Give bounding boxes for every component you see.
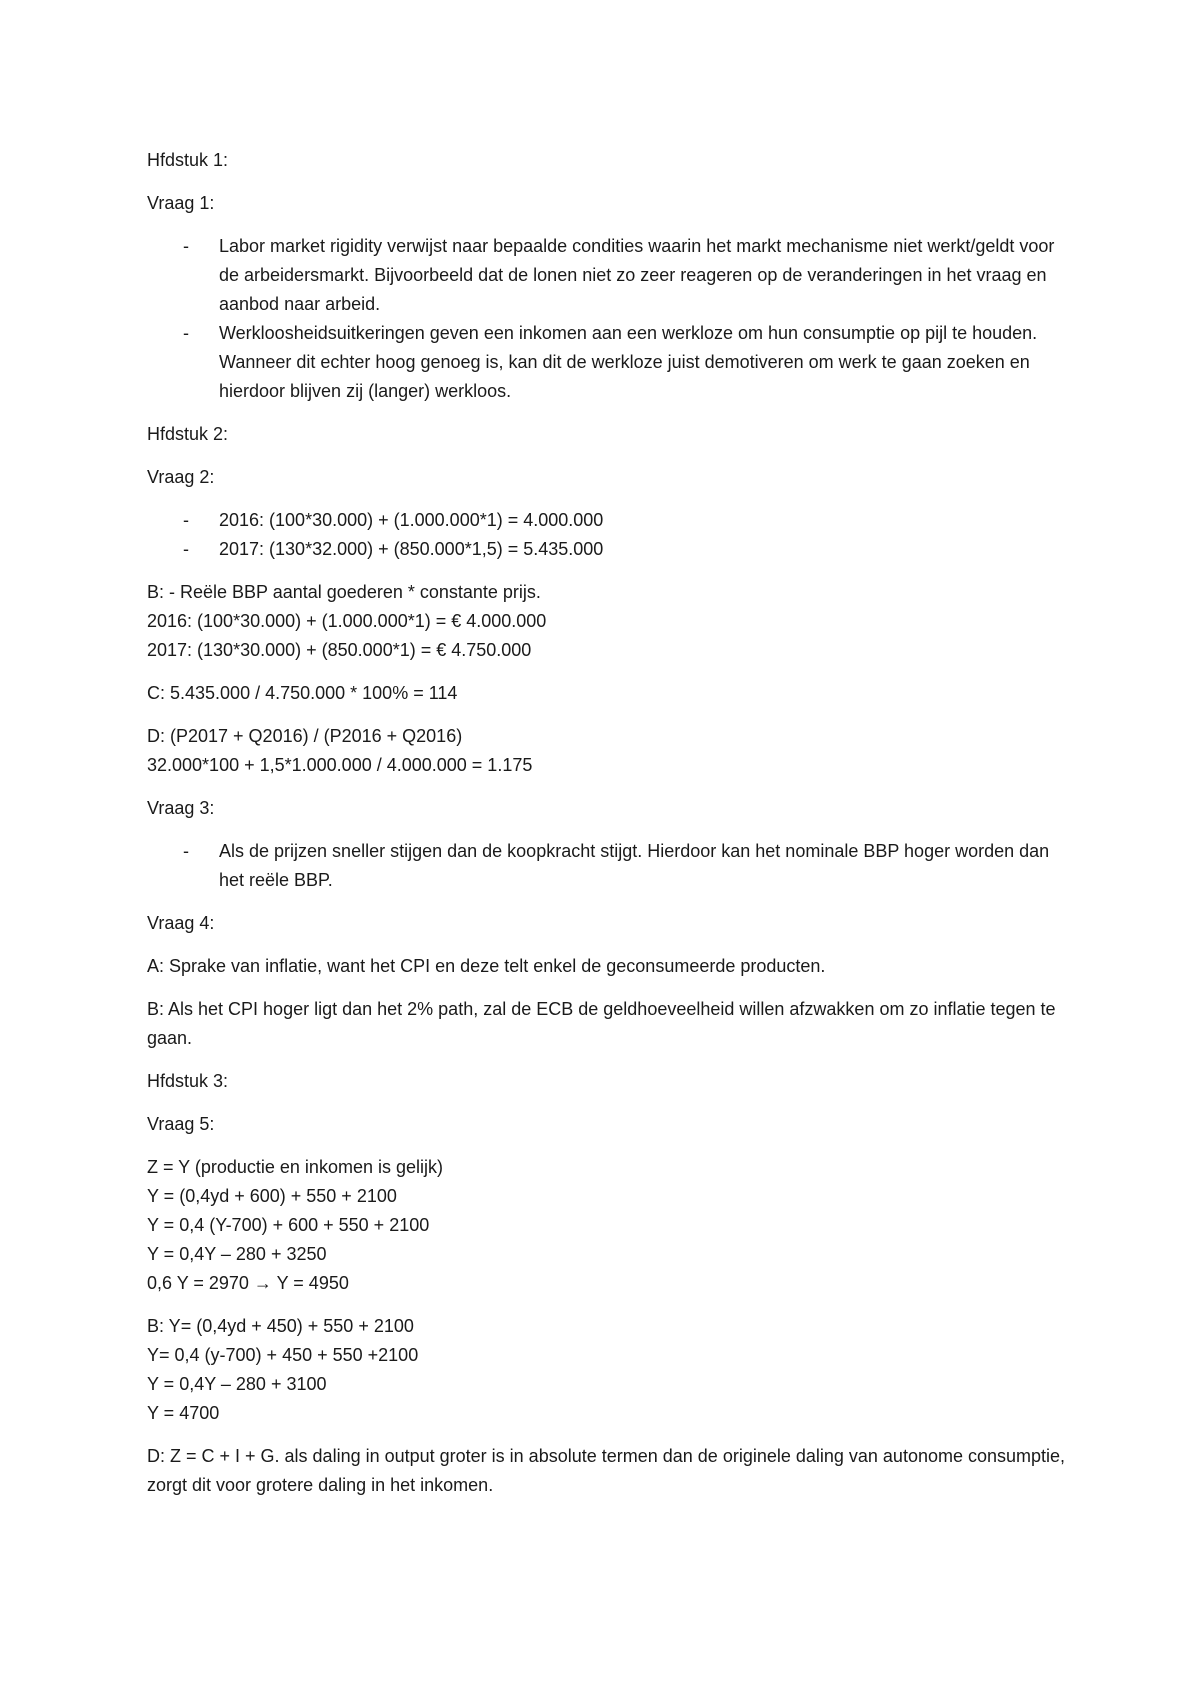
chapter-1-heading: Hfdstuk 1: (147, 150, 229, 170)
list-item: - Als de prijzen sneller stijgen dan de koopkracht stijgt. Hierdoor kan het nominale BBP hoger worden dan het reële BBP. (147, 837, 1067, 895)
text-line: D: (P2017 + Q2016) / (P2016 + Q2016) (147, 726, 463, 746)
question-5-part-d: D: Z = C + I + G. als daling in output groter is in absolute termen dan de originele daling van autonome consumptie, zorgt dit voor grotere daling in het inkomen. (147, 1446, 1066, 1495)
text-line: B: Y= (0,4yd + 450) + 550 + 2100 (147, 1316, 414, 1336)
question-1-list (147, 232, 1067, 406)
text-line: Y = (0,4yd + 600) + 550 + 2100 (147, 1186, 397, 1206)
dash-bullet: - (183, 236, 189, 256)
text-line: Y = 0,4Y – 280 + 3100 (147, 1374, 327, 1394)
text-line: Y = 0,4 (Y-700) + 600 + 550 + 2100 (147, 1215, 430, 1235)
dash-bullet: - (183, 841, 189, 861)
question-4-part-a: A: Sprake van inflatie, want het CPI en deze telt enkel de geconsumeerde producten. (147, 956, 826, 976)
list-item: - 2016: (100*30.000) + (1.000.000*1) = 4.000.000 (147, 506, 1067, 535)
question-1-title: Vraag 1: (147, 193, 215, 213)
question-2-list (147, 506, 1067, 564)
text-line: B: - Reële BBP aantal goederen * constante prijs. (147, 582, 541, 602)
question-2-title: Vraag 2: (147, 467, 215, 487)
question-5-part-a (147, 1153, 1067, 1298)
text-line: 2017: (130*30.000) + (850.000*1) = € 4.750.000 (147, 640, 532, 660)
question-2-part-b (147, 578, 1067, 665)
question-5-title: Vraag 5: (147, 1114, 215, 1134)
dash-bullet: - (183, 510, 189, 530)
text-line: Y= 0,4 (y-700) + 450 + 550 +2100 (147, 1345, 419, 1365)
question-5-part-b (147, 1312, 1067, 1428)
chapter-3-heading: Hfdstuk 3: (147, 1071, 229, 1091)
text-line: Y = 0,4Y – 280 + 3250 (147, 1244, 327, 1264)
list-item: - 2017: (130*32.000) + (850.000*1,5) = 5.435.000 (147, 535, 1067, 564)
text-line: Z = Y (productie en inkomen is gelijk) (147, 1157, 443, 1177)
question-4-part-b: B: Als het CPI hoger ligt dan het 2% path, zal de ECB de geldhoeveelheid willen afzwakken om zo inflatie tegen te gaan. (147, 999, 1056, 1048)
dash-bullet: - (183, 323, 189, 343)
dash-bullet: - (183, 539, 189, 559)
question-2-part-c: C: 5.435.000 / 4.750.000 * 100% = 114 (147, 683, 458, 703)
question-3-title: Vraag 3: (147, 798, 215, 818)
text-line: 2016: (100*30.000) + (1.000.000*1) = € 4.000.000 (147, 611, 547, 631)
question-4-title: Vraag 4: (147, 913, 215, 933)
document-page (147, 146, 1067, 1514)
chapter-2-heading: Hfdstuk 2: (147, 424, 229, 444)
list-item: - Werkloosheidsuitkeringen geven een inkomen aan een werkloze om hun consumptie op pijl te houden. Wanneer dit echter hoog genoeg is, kan dit de werkloze juist demotiveren om werk te gaan zoeken en hierdoor blijven zij (langer) werkloos. (147, 319, 1067, 406)
text-line: Y = 4700 (147, 1403, 220, 1423)
text-line: 0,6 Y = 2970 → Y = 4950 (147, 1273, 349, 1293)
question-2-part-d (147, 722, 1067, 780)
text-line: 32.000*100 + 1,5*1.000.000 / 4.000.000 = 1.175 (147, 755, 533, 775)
list-item: - Labor market rigidity verwijst naar bepaalde condities waarin het markt mechanisme niet werkt/geldt voor de arbeidersmarkt. Bijvoorbeeld dat de lonen niet zo zeer reageren op de veranderingen in het vraag en aanbod naar arbeid. (147, 232, 1067, 319)
question-3-list (147, 837, 1067, 895)
